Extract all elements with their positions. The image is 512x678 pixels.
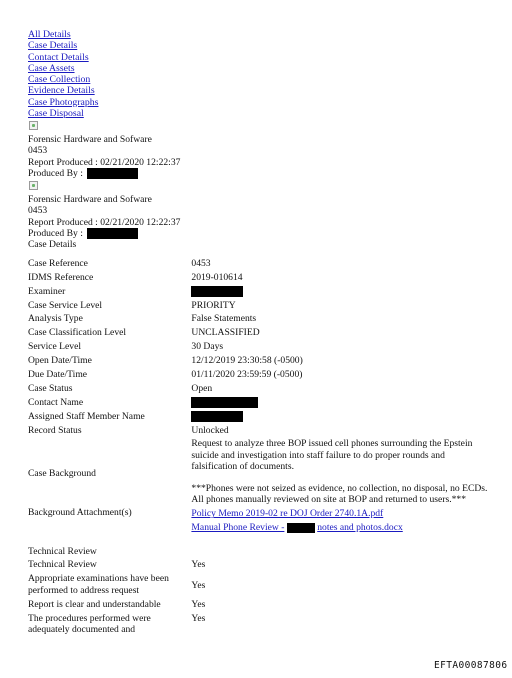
field-label <box>28 438 191 505</box>
table-row <box>28 272 488 286</box>
field-value: Yes <box>191 598 206 610</box>
field-value: 0453 <box>191 257 211 269</box>
field-label: Case Reference <box>28 257 88 269</box>
field-value: Yes <box>191 559 206 571</box>
header-org: Forensic Hardware and Sofware <box>28 133 152 145</box>
redaction-bar <box>87 168 138 179</box>
field-label: Examiner <box>28 285 66 297</box>
field-label: IDMS Reference <box>28 271 94 283</box>
field-label: Appropriate examinations have been performed to address request <box>28 573 169 596</box>
field-value-redacted <box>191 397 488 411</box>
field-label: Background Attachment(s) <box>28 507 132 519</box>
nav-link-case-collection[interactable]: Case Collection <box>28 74 91 86</box>
field-value <box>191 438 488 505</box>
nav-link-case-details[interactable]: Case Details <box>28 40 78 52</box>
nav-link-case-disposal[interactable]: Case Disposal <box>28 108 84 120</box>
field-value: 12/12/2019 23:30:58 (-0500) <box>191 355 303 367</box>
field-value: Unlocked <box>191 424 229 436</box>
table-row <box>28 573 488 598</box>
header-produced-by <box>28 228 498 239</box>
field-label: Assigned Staff Member Name <box>28 410 145 422</box>
header-org: Forensic Hardware and Sofware <box>28 193 152 205</box>
table-row <box>28 613 488 635</box>
field-label: Open Date/Time <box>28 355 92 367</box>
nav-link-case-photographs[interactable]: Case Photographs <box>28 96 99 108</box>
table-row-background <box>28 438 488 505</box>
report-page <box>28 29 498 635</box>
empty-cell <box>191 535 488 559</box>
table-row-attachments <box>28 505 488 535</box>
field-label: Report is clear and understandable <box>28 598 161 610</box>
attachment-link-suffix[interactable]: notes and photos.docx <box>317 522 403 534</box>
redaction-bar <box>191 411 243 422</box>
field-value-redacted <box>191 411 488 425</box>
field-value: 01/11/2020 23:59:59 (-0500) <box>191 368 303 380</box>
section-nav <box>28 29 498 119</box>
field-label: The procedures performed were adequately documented and <box>28 612 151 635</box>
table-row <box>28 599 488 613</box>
report-header-1 <box>28 120 498 179</box>
field-value: Yes <box>191 612 206 624</box>
attachment-link-prefix[interactable]: Manual Phone Review - <box>191 522 285 534</box>
field-value: Open <box>191 382 213 394</box>
field-label: Case Status <box>28 382 73 394</box>
table-row <box>28 258 488 272</box>
field-value: UNCLASSIFIED <box>191 327 260 339</box>
field-label: Contact Name <box>28 396 84 408</box>
report-header-2 <box>28 180 498 250</box>
table-row <box>28 397 488 411</box>
table-row <box>28 313 488 327</box>
field-label: Service Level <box>28 341 82 353</box>
section-title: Case Details <box>28 239 77 251</box>
field-value: Yes <box>191 580 206 592</box>
field-value: 30 Days <box>191 341 224 353</box>
table-row <box>28 327 488 341</box>
table-row <box>28 369 488 383</box>
attachment-link-phone-review[interactable] <box>191 521 488 535</box>
field-value-redacted <box>191 286 488 300</box>
field-label: Case Service Level <box>28 299 103 311</box>
field-value: 2019-010614 <box>191 271 243 283</box>
nav-link-case-assets[interactable]: Case Assets <box>28 62 75 74</box>
produced-by-label: Produced By : <box>28 168 83 179</box>
table-row <box>28 425 488 439</box>
nav-link-evidence-details[interactable]: Evidence Details <box>28 85 95 97</box>
redaction-bar <box>191 397 258 408</box>
field-value <box>191 505 488 535</box>
table-row <box>28 411 488 425</box>
field-label: Analysis Type <box>28 313 83 325</box>
background-label: Case Background <box>28 468 96 480</box>
produced-by-label: Produced By : <box>28 228 83 240</box>
header-code: 0453 <box>28 145 48 157</box>
nav-link-contact-details[interactable]: Contact Details <box>28 51 89 63</box>
tech-review-heading: Technical Review <box>28 546 97 558</box>
table-row <box>28 559 488 573</box>
field-label: Due Date/Time <box>28 368 88 380</box>
table-row <box>28 355 488 369</box>
redaction-bar <box>87 228 138 239</box>
field-label: Record Status <box>28 424 82 436</box>
broken-image-icon <box>29 181 38 190</box>
attachment-link-policy-memo[interactable]: Policy Memo 2019-02 re DOJ Order 2740.1A.pdf <box>191 508 384 520</box>
field-value: PRIORITY <box>191 299 236 311</box>
table-row <box>28 383 488 397</box>
nav-link-all-details[interactable]: All Details <box>28 29 71 40</box>
table-row-tech-heading <box>28 535 488 559</box>
table-row <box>28 341 488 355</box>
redaction-bar <box>287 523 315 533</box>
redaction-bar <box>191 286 243 297</box>
field-label: Technical Review <box>28 559 97 571</box>
broken-image-icon <box>29 121 38 130</box>
header-code: 0453 <box>28 205 48 217</box>
case-details-table <box>28 258 488 635</box>
document-id: EFTA00087806 <box>434 660 508 671</box>
header-produced-by <box>28 168 498 179</box>
header-report-produced: Report Produced : 02/21/2020 12:22:37 <box>28 156 181 168</box>
background-para-1: Request to analyze three BOP issued cell phones surrounding the Epstein suicide and investigation into staff failure to do proper rounds and falsification of documents. <box>191 438 473 472</box>
background-para-2: ***Phones were not seized as evidence, no collection, no disposal, no ECDs. All phones manually reviewed on site at BOP and returned to users.*** <box>191 483 488 506</box>
table-row <box>28 300 488 314</box>
field-value: False Statements <box>191 313 257 325</box>
table-row <box>28 286 488 300</box>
field-label: Case Classification Level <box>28 327 127 339</box>
header-report-produced: Report Produced : 02/21/2020 12:22:37 <box>28 216 181 228</box>
